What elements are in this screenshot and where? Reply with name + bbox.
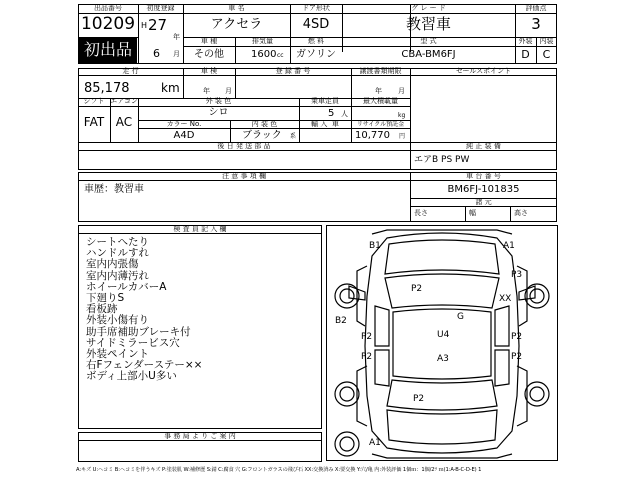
ext-label: 外装: [518, 37, 533, 45]
mark-p2-windshield: P2: [411, 284, 423, 294]
grade: 教習車: [405, 15, 451, 33]
inspection-line: 室内内張傷: [86, 258, 139, 271]
mark-u4: U4: [437, 330, 450, 340]
mark-p2-right-front: P2: [511, 332, 523, 342]
genuine-equipment: エアB PS PW: [414, 155, 470, 165]
displacement: 1600: [251, 49, 277, 60]
genuine-equipment-label: 純 正 装 備: [466, 142, 501, 150]
ac-label: エアコン: [110, 97, 138, 105]
office-label: 事 務 局 よ り ご 案 内: [164, 432, 236, 440]
inspection-line: 下廻りS: [86, 292, 125, 304]
model-label: 型 式: [420, 37, 437, 45]
mileage-label: 走 行: [122, 67, 139, 75]
mark-g: G: [457, 312, 464, 322]
chassis-label: 車 台 番 号: [466, 172, 501, 180]
mark-p2-rear-window: P2: [413, 394, 425, 404]
doc-deadline-label: 譲渡書類期限: [359, 67, 402, 75]
inspection-line: ボディ上部小U多い: [86, 370, 177, 383]
door-label: ドア形状: [302, 4, 330, 12]
car-outline: [327, 226, 557, 460]
sales-point-label: セールスポイント: [455, 67, 512, 75]
era: H: [141, 21, 148, 30]
displacement-label: 排気量: [252, 37, 273, 45]
fuel-label: 燃 料: [307, 37, 325, 45]
displacement-unit: cc: [277, 52, 284, 59]
inspection-line: 右Fフェンダーステー××: [86, 359, 203, 372]
inspection-line: サイドミラービス穴: [86, 336, 180, 349]
reg-year: 27: [148, 16, 168, 34]
score-label: 評価点: [525, 4, 547, 12]
car-name-label: 車 名: [228, 4, 245, 12]
lot-number: 10209: [80, 14, 136, 34]
inspection-expiry-label: 車 検: [200, 67, 218, 75]
mark-xx: XX: [499, 294, 512, 304]
inspection-line: 室内内薄汚れ: [86, 269, 149, 282]
reg-number-label: 登 録 番 号: [275, 67, 311, 75]
grade-label: グ レ ー ド: [411, 4, 446, 12]
reg-month-unit: 月: [173, 50, 180, 58]
first-listing-badge: 初出品: [79, 38, 137, 63]
color-value: シロ: [208, 107, 229, 118]
door-type: 4SD: [302, 17, 330, 32]
aftermarket-parts-label: 後 日 発 送 部 品: [217, 142, 271, 150]
chassis-number: BM6FJ-101835: [447, 184, 520, 195]
class-value: その他: [194, 49, 224, 60]
damage-diagram: [326, 225, 558, 461]
int-color-label: 内 装 色: [251, 120, 278, 128]
mileage-unit: km: [161, 81, 180, 95]
shift-label: シフト: [83, 97, 105, 105]
mark-p3: P3: [511, 270, 523, 280]
mileage: 85,178: [84, 81, 130, 96]
int-color-value: ブラック: [242, 130, 282, 141]
inspection-line: 外装ペイント: [86, 348, 149, 360]
inspection-label: 検 査 員 記 入 欄: [173, 225, 227, 233]
inspection-line: ハンドルすれ: [86, 247, 149, 260]
fuel: ガソリン: [296, 49, 336, 60]
class-label: 車 種: [200, 37, 218, 45]
lot-number-label: 出品番号: [94, 4, 122, 12]
mark-a1-front: A1: [503, 241, 515, 251]
color-no-label: カラー No.: [166, 120, 202, 128]
max-load-label: 最大積載量: [363, 97, 398, 105]
capacity-label: 乗車定員: [311, 97, 339, 105]
reg-month: 6: [153, 47, 160, 60]
mark-a1-rear: A1: [369, 438, 381, 448]
ac-value: AC: [115, 115, 133, 129]
int-label: 内装: [539, 37, 554, 45]
mark-b1: B1: [369, 241, 381, 251]
score: 3: [531, 15, 541, 33]
spec-frame: [78, 68, 557, 170]
color-label: 外 装 色: [205, 97, 232, 105]
inspection-line: 看板跡: [86, 303, 118, 316]
import-label: 輸 入 車: [311, 120, 339, 128]
inspection-line: ホイールカバーA: [86, 280, 167, 293]
mark-a3: A3: [437, 354, 449, 364]
car-name: アクセラ: [210, 17, 263, 32]
first-reg-label: 初度登録: [146, 4, 175, 12]
notes-label: 注 意 事 項 欄: [222, 172, 266, 180]
recycle-fee-label: リサイクル預託金: [356, 121, 405, 128]
model-code: CBA-BM6FJ: [401, 49, 456, 60]
reg-year-unit: 年: [173, 33, 180, 41]
legend-footer: A:キズ U:ヘコミ B:ヘコミを伴うキズ P:塗装肌 W:補修歴 S:錆 C:腐食 穴 G:フロントガラスの飛び石 XX:交換済み X:要交換 Y:穴/亀 内:外装評価 1個ｍ：1個/2ﾂ ｍ(1:A-B-C-D-E) 1: [76, 467, 482, 473]
notes-text: 車歴：教習車: [84, 184, 144, 195]
inspection-line: 外装小傷有り: [86, 314, 149, 327]
capacity-value: 5: [328, 108, 335, 119]
mark-b2: B2: [335, 316, 347, 326]
recycle-fee: 10,770: [355, 130, 390, 141]
shift-value: FAT: [83, 115, 105, 129]
inspection-line: シートへたり: [86, 236, 149, 248]
body-type: A4D: [173, 130, 195, 141]
dimensions-label: 諸 元: [475, 198, 492, 206]
ext-grade: D: [521, 48, 530, 61]
mark-p2-left-rear: P2: [361, 352, 373, 362]
mark-p2-left-front: P2: [361, 332, 373, 342]
int-grade: C: [542, 48, 551, 61]
mark-p2-right-rear: P2: [511, 352, 523, 362]
inspection-line: 助手席補助ブレーキ付: [86, 325, 191, 338]
